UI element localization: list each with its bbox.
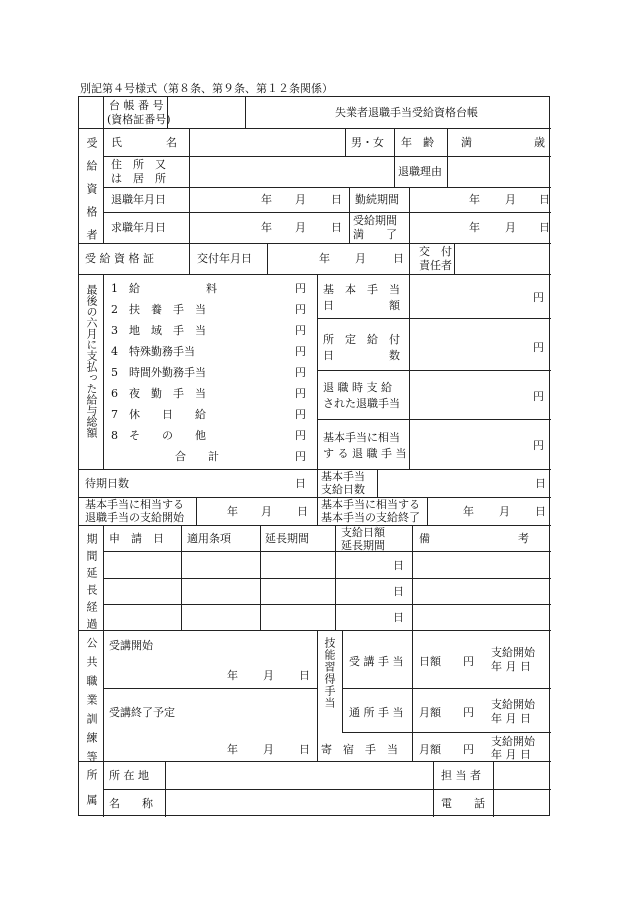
ymd-label: 年 月 日 bbox=[491, 748, 531, 761]
day-label: 日 bbox=[535, 505, 546, 518]
period-end-label-2: 満 了 bbox=[353, 228, 397, 241]
yen-label: 円 bbox=[463, 743, 474, 756]
retire-paid-label-1: 退 職 時 支 給 bbox=[323, 381, 392, 394]
col-extension: 延長期間 bbox=[265, 532, 309, 545]
sex-label: 男・女 bbox=[351, 136, 384, 149]
day-label: 日 bbox=[297, 505, 308, 518]
form-title: 失業者退職手当受給資格台帳 bbox=[335, 106, 478, 119]
day-label: 日 bbox=[331, 193, 342, 206]
month-label: 月 bbox=[263, 669, 274, 682]
month-label: 月 bbox=[505, 221, 516, 234]
month-label: 月 bbox=[505, 193, 516, 206]
issue-date-label: 交付年月日 bbox=[197, 252, 252, 265]
age-unit-label: 歳 bbox=[534, 136, 545, 149]
training-start-label: 受講開始 bbox=[109, 639, 153, 652]
col-apply-date: 申 請 日 bbox=[109, 532, 164, 545]
yen-label: 円 bbox=[463, 706, 474, 719]
pay-start-label: 支給開始 bbox=[491, 698, 535, 711]
extension-section-label: 期間延長経過 bbox=[85, 533, 98, 635]
yen-label: 円 bbox=[533, 341, 544, 354]
commute-allowance-label: 通 所 手 当 bbox=[349, 706, 404, 719]
wage-item-salary: 1 給 料 bbox=[111, 282, 217, 295]
yen-label: 円 bbox=[295, 282, 306, 295]
retire-paid-label-2: された退職手当 bbox=[323, 397, 400, 410]
year-label: 年 bbox=[261, 221, 272, 234]
pay-end-label-1: 基本手当に相当する bbox=[321, 498, 420, 511]
col-extension-period: 延長期間 bbox=[341, 539, 385, 552]
certificate-number-label: (資格証番号) bbox=[107, 113, 171, 126]
per-day-label: 日額 bbox=[419, 655, 441, 668]
col-remarks: 備 考 bbox=[419, 532, 529, 545]
day-label: 日 bbox=[295, 477, 306, 490]
issuer-label-2: 責任者 bbox=[419, 259, 452, 272]
issuer-label-1: 交 付 bbox=[419, 245, 452, 258]
yen-label: 円 bbox=[295, 345, 306, 358]
year-label: 年 bbox=[319, 252, 330, 265]
job-apply-date-label: 求職年月日 bbox=[111, 221, 166, 234]
basic-days-label-1: 基本手当 bbox=[321, 470, 365, 483]
month-label: 月 bbox=[355, 252, 366, 265]
wage-total-label: 合 計 bbox=[175, 450, 219, 463]
day-label: 日 bbox=[393, 252, 404, 265]
yen-label: 円 bbox=[533, 439, 544, 452]
year-label: 年 bbox=[469, 193, 480, 206]
office-name-label: 名 称 bbox=[109, 797, 153, 810]
boarding-allowance-label: 寄 宿 手 当 bbox=[321, 743, 398, 756]
day-label: 日 bbox=[535, 477, 546, 490]
month-label: 月 bbox=[295, 193, 306, 206]
year-label: 年 bbox=[469, 221, 480, 234]
wage-item-special: 4 特殊勤務手当 bbox=[111, 345, 195, 358]
year-label: 年 bbox=[227, 743, 238, 756]
wage-item-night: 6 夜 勤 手 当 bbox=[111, 387, 206, 400]
yen-label: 円 bbox=[295, 450, 306, 463]
col-clause: 適用条項 bbox=[187, 532, 231, 545]
day-label: 日 bbox=[539, 221, 550, 234]
yen-label: 円 bbox=[533, 291, 544, 304]
wage-item-dependent: 2 扶 養 手 当 bbox=[111, 303, 206, 316]
day-label: 日 bbox=[539, 193, 550, 206]
location-label: 所 在 地 bbox=[109, 769, 149, 782]
name-label: 氏 名 bbox=[111, 136, 177, 149]
ledger-number-label: 台 帳 番 号 bbox=[109, 99, 164, 112]
day-label: 日 bbox=[393, 611, 404, 624]
yen-label: 円 bbox=[295, 429, 306, 442]
equivalent-label-2: す る 退 職 手 当 bbox=[323, 447, 407, 460]
training-section-label: 公共職業訓練等 bbox=[85, 637, 98, 770]
basic-daily-label-1: 基 本 手 当 bbox=[323, 283, 400, 296]
ymd-label: 年 月 日 bbox=[491, 660, 531, 673]
yen-label: 円 bbox=[295, 387, 306, 400]
wage-item-regional: 3 地 域 手 当 bbox=[111, 324, 206, 337]
month-label: 月 bbox=[499, 505, 510, 518]
office-section-label: 所属 bbox=[85, 769, 98, 819]
retire-date-label: 退職年月日 bbox=[111, 193, 166, 206]
qualification-ledger-form bbox=[78, 96, 550, 819]
training-end-label: 受講終了予定 bbox=[109, 706, 175, 719]
address-label-2: は 居 所 bbox=[111, 172, 166, 185]
year-label: 年 bbox=[227, 669, 238, 682]
wage-item-overtime: 5 時間外勤務手当 bbox=[111, 366, 206, 379]
yen-label: 円 bbox=[295, 366, 306, 379]
age-label: 年 齢 bbox=[401, 136, 434, 149]
period-end-label-1: 受給期間 bbox=[353, 214, 397, 227]
age-full-label: 満 bbox=[461, 136, 472, 149]
wage-item-other: 8 そ の 他 bbox=[111, 429, 206, 442]
wage-item-holiday: 7 休 日 給 bbox=[111, 408, 206, 421]
month-label: 月 bbox=[295, 221, 306, 234]
attend-allowance-label: 受 講 手 当 bbox=[349, 655, 404, 668]
pay-start-label-2: 退職手当の支給開始 bbox=[85, 511, 184, 524]
basic-daily-label-2: 日 額 bbox=[323, 299, 400, 312]
benefit-days-label-1: 所 定 給 付 bbox=[323, 333, 400, 346]
form-reference: 別記第４号様式（第８条、第９条、第１２条関係） bbox=[80, 82, 333, 95]
service-period-label: 勤続期間 bbox=[355, 193, 399, 206]
staff-label: 担 当 者 bbox=[441, 769, 481, 782]
day-label: 日 bbox=[393, 559, 404, 572]
address-label-1: 住 所 又 bbox=[111, 158, 166, 171]
pay-start-label-1: 基本手当に相当する bbox=[85, 498, 184, 511]
day-label: 日 bbox=[299, 743, 310, 756]
year-label: 年 bbox=[227, 505, 238, 518]
year-label: 年 bbox=[261, 193, 272, 206]
month-label: 月 bbox=[261, 505, 272, 518]
equivalent-label-1: 基本手当に相当 bbox=[323, 431, 400, 444]
skill-allowance-label: 技能習得手当 bbox=[323, 637, 336, 709]
pay-start-label: 支給開始 bbox=[491, 735, 535, 748]
ymd-label: 年 月 日 bbox=[491, 712, 531, 725]
wages-section-label: 最後の六月に支払った給与総額 bbox=[85, 284, 98, 438]
benefit-days-label-2: 日 数 bbox=[323, 349, 400, 362]
day-label: 日 bbox=[299, 669, 310, 682]
per-month-label: 月額 bbox=[419, 706, 441, 719]
retire-reason-label: 退職理由 bbox=[398, 165, 442, 178]
yen-label: 円 bbox=[295, 324, 306, 337]
basic-days-label-2: 支給日数 bbox=[321, 483, 365, 496]
phone-label: 電 話 bbox=[441, 797, 485, 810]
yen-label: 円 bbox=[295, 303, 306, 316]
day-label: 日 bbox=[331, 221, 342, 234]
qualifier-section-label: 受給資格者 bbox=[85, 137, 98, 252]
pay-start-label: 支給開始 bbox=[491, 646, 535, 659]
yen-label: 円 bbox=[295, 408, 306, 421]
certificate-label: 受 給 資 格 証 bbox=[85, 252, 154, 265]
pay-end-label-2: 基本手当の支給終了 bbox=[321, 511, 420, 524]
waiting-days-label: 待期日数 bbox=[85, 477, 129, 490]
col-daily-amount: 支給日額 bbox=[341, 526, 385, 539]
day-label: 日 bbox=[393, 585, 404, 598]
per-month-label: 月額 bbox=[419, 743, 441, 756]
year-label: 年 bbox=[463, 505, 474, 518]
yen-label: 円 bbox=[533, 390, 544, 403]
yen-label: 円 bbox=[463, 655, 474, 668]
month-label: 月 bbox=[263, 743, 274, 756]
